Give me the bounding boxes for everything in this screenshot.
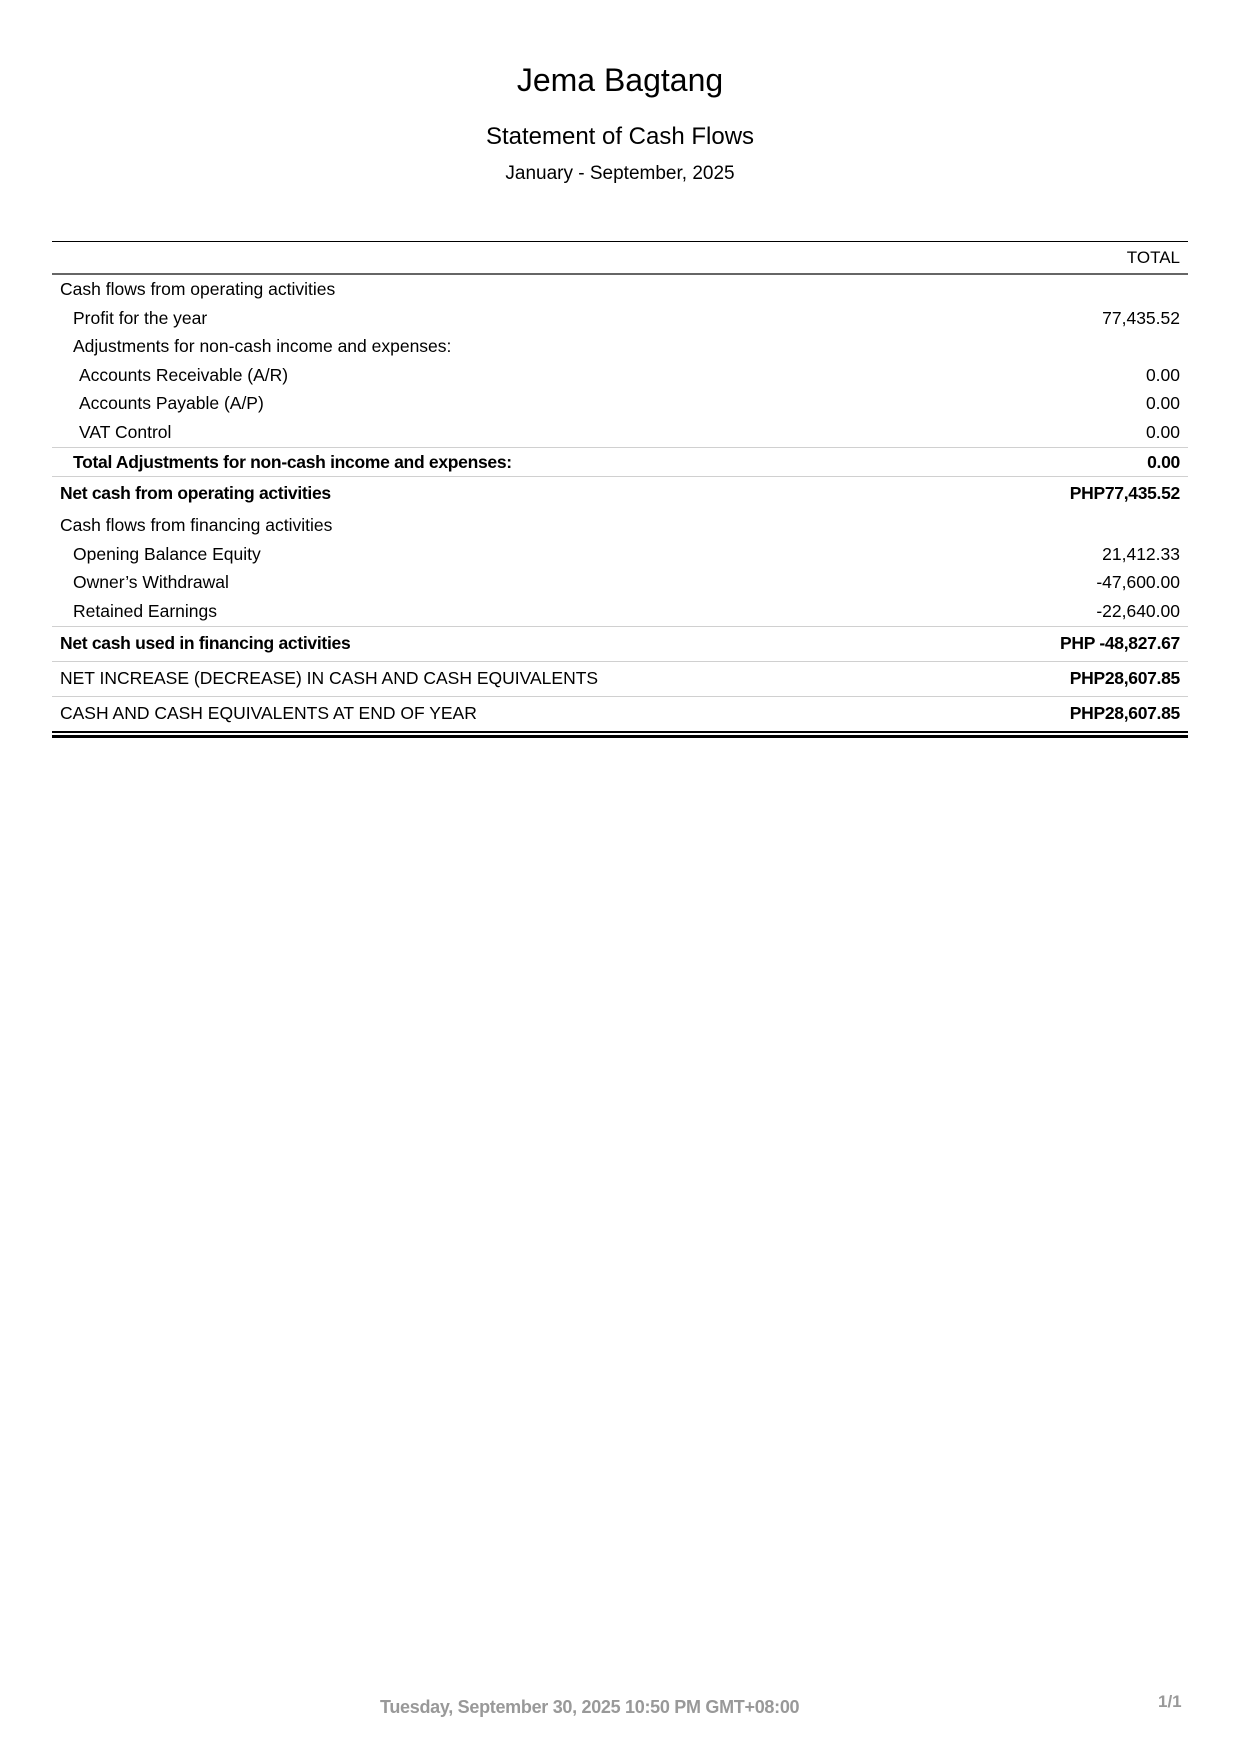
row-vat-control: [52, 418, 1188, 447]
row-amount: PHP77,435.52: [1069, 483, 1180, 504]
row-amount: PHP28,607.85: [1069, 702, 1180, 723]
row-label: Net cash used in financing activities: [60, 632, 351, 653]
row-label: CASH AND CASH EQUIVALENTS AT END OF YEAR: [60, 702, 477, 723]
row-label: Cash flows from operating activities: [60, 279, 336, 299]
row-label: Net cash from operating activities: [60, 483, 331, 504]
row-amount: -22,640.00: [1096, 600, 1180, 621]
row-amount: PHP -48,827.67: [1059, 632, 1180, 653]
row-net-increase-cash: [52, 661, 1188, 696]
row-amount: 77,435.52: [1102, 307, 1180, 328]
row-label: Retained Earnings: [73, 600, 217, 621]
row-amount: 21,412.33: [1102, 543, 1180, 564]
row-amount: PHP28,607.85: [1069, 667, 1180, 688]
footer-generated-timestamp: Tuesday, September 30, 2025 10:50 PM GMT+08:00: [380, 1697, 800, 1717]
report-title: Statement of Cash Flows: [485, 123, 755, 150]
row-accounts-payable: [52, 389, 1188, 418]
row-label: VAT Control: [79, 421, 172, 442]
row-total-adjustments: [52, 447, 1188, 477]
row-net-cash-operating: [52, 476, 1188, 511]
footer-page-number: 1/1: [1158, 1692, 1182, 1711]
row-label: Total Adjustments for non-cash income and expenses:: [73, 451, 512, 472]
row-amount: 0.00: [1147, 451, 1180, 472]
row-label: Profit for the year: [73, 307, 208, 328]
column-header-total: TOTAL: [1126, 248, 1180, 267]
cash-flow-table: [52, 241, 1188, 738]
row-owners-withdrawal: [52, 568, 1188, 597]
row-amount: 0.00: [1145, 364, 1180, 385]
table-header-row: [52, 242, 1188, 275]
row-amount: -47,600.00: [1096, 572, 1180, 593]
row-label: Cash flows from financing activities: [60, 515, 333, 536]
company-name: Jema Bagtang: [516, 62, 724, 98]
report-period: January - September, 2025: [505, 163, 735, 184]
row-profit-for-year: [52, 304, 1188, 333]
section-financing-header: [52, 511, 1188, 540]
row-accounts-receivable: [52, 361, 1188, 390]
row-label: Opening Balance Equity: [73, 543, 261, 564]
row-amount: 0.00: [1145, 421, 1180, 442]
row-label: Owner’s Withdrawal: [73, 572, 229, 593]
row-cash-end-of-year: [52, 696, 1188, 731]
row-opening-balance-equity: [52, 540, 1188, 569]
section-operating-header: [52, 275, 1188, 304]
row-net-cash-financing: [52, 626, 1188, 661]
table-double-bottom-rule: [52, 731, 1188, 738]
row-label: Accounts Payable (A/P): [79, 393, 264, 414]
section-adjustments-header: [52, 332, 1188, 361]
row-label: NET INCREASE (DECREASE) IN CASH AND CASH EQUIVALENTS: [60, 667, 599, 688]
row-amount: 0.00: [1145, 393, 1180, 414]
row-retained-earnings: [52, 597, 1188, 626]
row-label: Adjustments for non-cash income and expenses:: [73, 336, 452, 357]
row-label: Accounts Receivable (A/R): [79, 364, 289, 385]
